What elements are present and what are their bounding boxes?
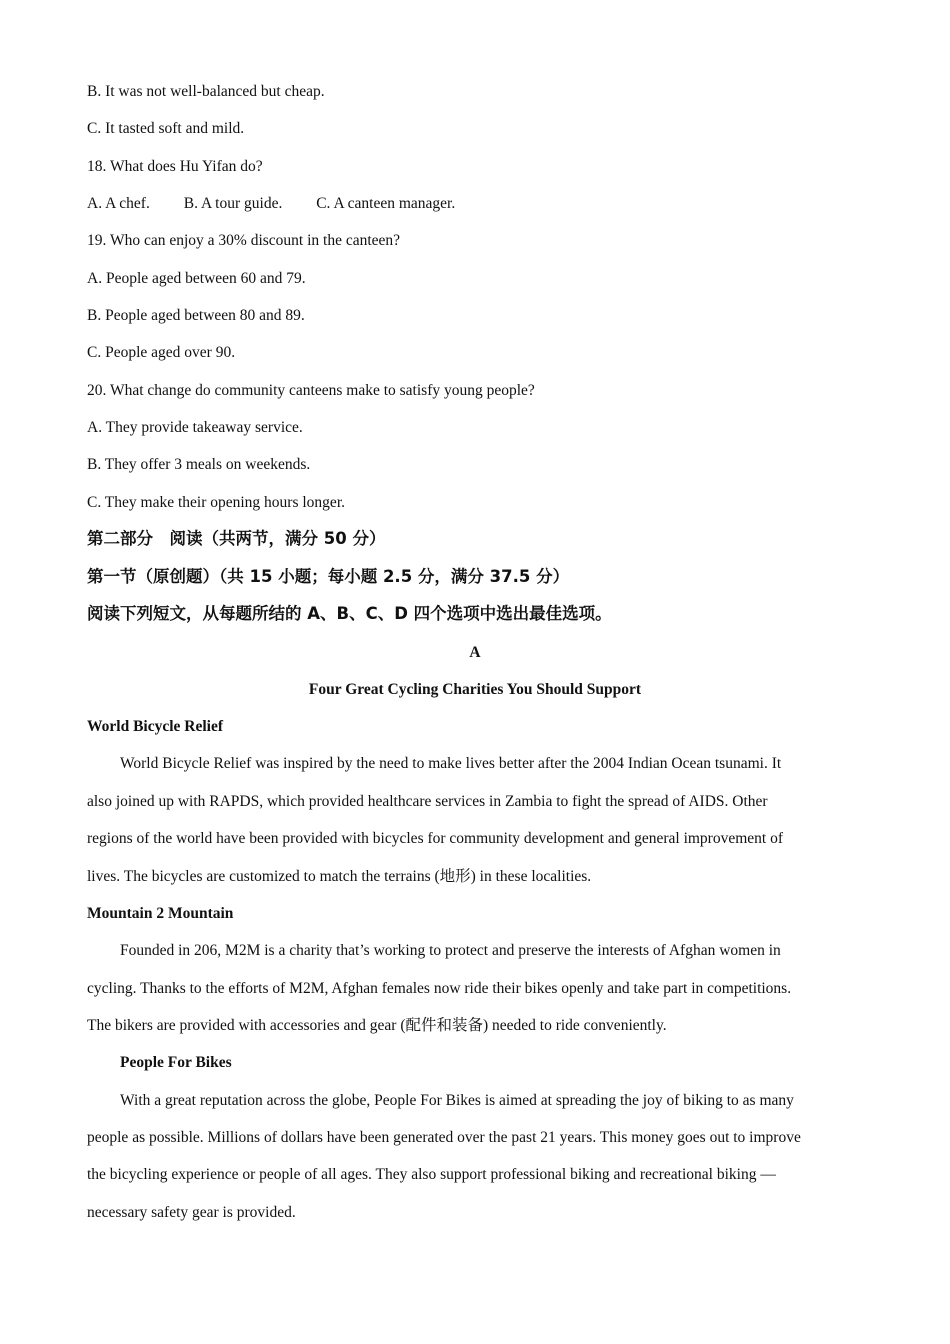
q17-option-b: B. It was not well-balanced but cheap. <box>87 83 325 100</box>
q18-option-a: A. A chef. <box>87 195 150 212</box>
wbr-line-4: lives. The bicycles are customized to match the terrains (地形) in these localities. <box>87 868 592 885</box>
wbr-line-3: regions of the world have been provided with bicycles for community development and general improvement of <box>87 830 784 847</box>
pfb-heading: People For Bikes <box>120 1054 232 1071</box>
m2m-line-3: The bikers are provided with accessories and gear (配件和装备) needed to ride conveniently. <box>87 1017 667 1034</box>
q19-option-b: B. People aged between 80 and 89. <box>87 307 305 324</box>
q19-option-a: A. People aged between 60 and 79. <box>87 270 306 287</box>
q18-option-c: C. A canteen manager. <box>316 195 456 212</box>
q19-option-c: C. People aged over 90. <box>87 344 236 361</box>
wbr-line-2: also joined up with RAPDS, which provided healthcare services in Zambia to fight the spread of AIDS. Other <box>87 793 768 810</box>
q18-option-b: B. A tour guide. <box>183 195 283 212</box>
passage-letter: A <box>469 644 481 661</box>
pfb-line-3: the bicycling experience or people of all ages. They also support professional biking and recreational biking — <box>87 1166 776 1183</box>
q20-option-c: C. They make their opening hours longer. <box>87 494 345 511</box>
section-title: 第一节（原创题）（共 15 小题；每小题 2.5 分，满分 37.5 分） <box>87 567 570 586</box>
q17-option-c: C. It tasted soft and mild. <box>87 120 245 137</box>
pfb-line-2: people as possible. Millions of dollars have been generated over the past 21 years. This money goes out to improve <box>87 1129 801 1146</box>
q20-question: 20. What change do community canteens make to satisfy young people? <box>87 382 535 399</box>
wbr-line-1: World Bicycle Relief was inspired by the need to make lives better after the 2004 Indian Ocean tsunami. It <box>120 755 782 772</box>
q19-question: 19. Who can enjoy a 30% discount in the canteen? <box>87 232 401 249</box>
pfb-line-4: necessary safety gear is provided. <box>87 1204 296 1221</box>
q18-options <box>87 194 455 214</box>
q20-option-b: B. They offer 3 meals on weekends. <box>87 456 311 473</box>
q20-option-a: A. They provide takeaway service. <box>87 419 303 436</box>
instruction: 阅读下列短文，从每题所结的 A、B、C、D 四个选项中选出最佳选项。 <box>87 604 612 623</box>
part-title: 第二部分 阅读（共两节，满分 50 分） <box>87 529 386 548</box>
wbr-heading: World Bicycle Relief <box>87 718 224 735</box>
m2m-line-2: cycling. Thanks to the efforts of M2M, Afghan females now ride their bikes openly and take part in competitions. <box>87 980 792 997</box>
q18-question: 18. What does Hu Yifan do? <box>87 158 263 175</box>
pfb-line-1: With a great reputation across the globe, People For Bikes is aimed at spreading the joy of biking to as many <box>120 1092 794 1109</box>
m2m-heading: Mountain 2 Mountain <box>87 905 234 922</box>
m2m-line-1: Founded in 206, M2M is a charity that’s working to protect and preserve the interests of Afghan women in <box>120 942 781 959</box>
passage-title: Four Great Cycling Charities You Should Support <box>308 681 642 698</box>
